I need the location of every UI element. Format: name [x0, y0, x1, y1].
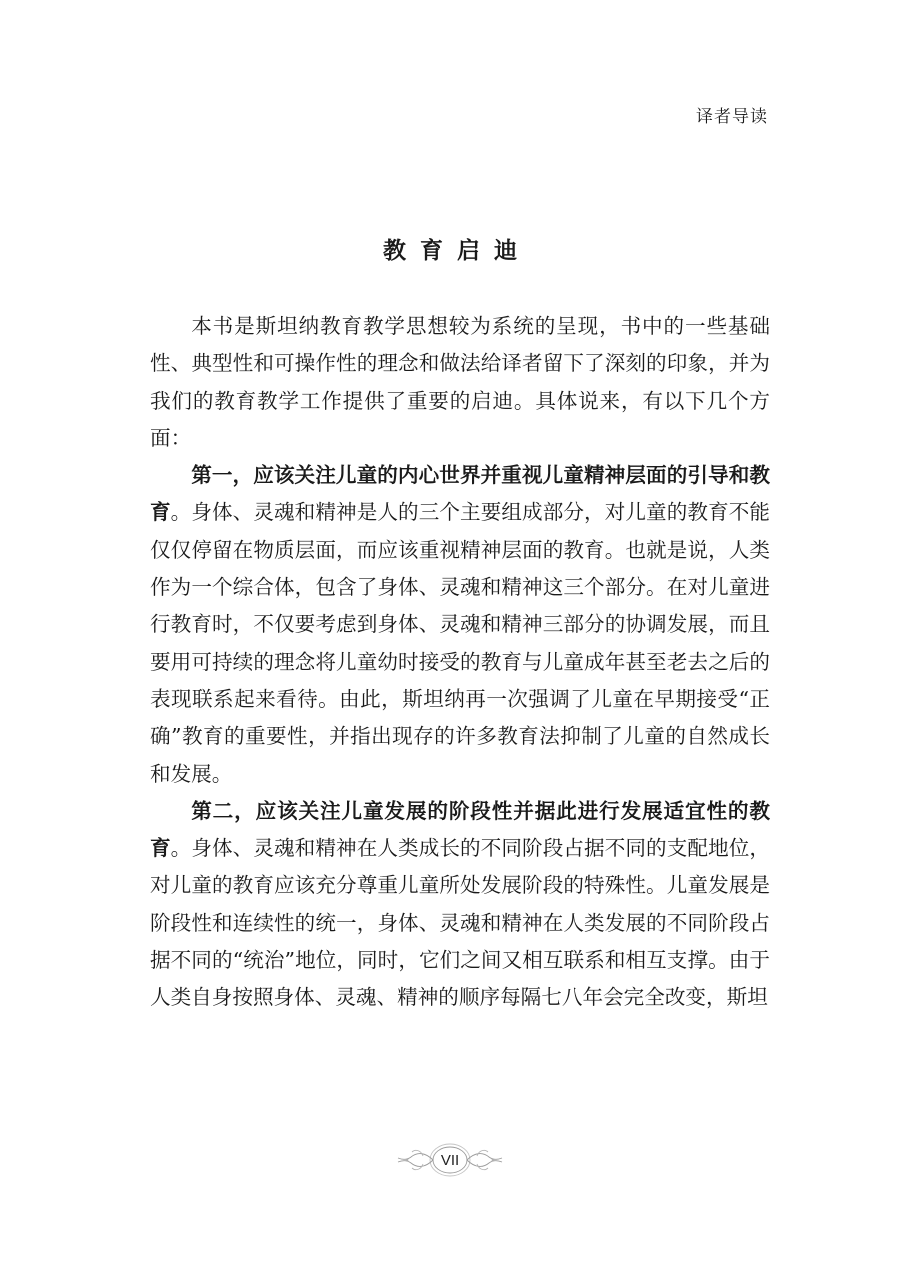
paragraph-text: 。身体、灵魂和精神是人的三个主要组成部分，对儿童的教育不能仅仅停留在物质层面，而应该重视精神层面的教育。也就是说，人类作为一个综合体，包含了身体、灵魂和精神这三个部分。在对儿童进行教育时，不仅要考虑到身体、灵魂和精神三部分的协调发展，而且要用可持续的理念将儿童幼时接受的教育与儿童成年甚至老去之后的表现联系起来看待。由此，斯坦纳再一次强调了儿童在早期接受“正确”教育的重要性，并指出现存的许多教育法抑制了儿童的自然成长和发展。 — [150, 500, 770, 786]
paragraph-lead: 第一，应该关注儿童的内心世界并重视儿童精神层面的引导和教育 — [150, 463, 770, 525]
paragraph-lead: 第二，应该关注儿童发展的阶段性并据此进行发展适宜性的教育 — [150, 798, 770, 861]
paragraph-text: 本书是斯坦纳教育教学思想较为系统的呈现，书中的一些基础性、典型性和可操作性的理念和做法给译者留下了深刻的印象，并为我们的教育教学工作提供了重要的启迪。具体说来，有以下几个方面： — [150, 314, 770, 450]
paragraph-text: 。身体、灵魂和精神在人类成长的不同阶段占据不同的支配地位，对儿童的教育应该充分尊重儿童所处发展阶段的特殊性。儿童发展是阶段性和连续性的统一，身体、灵魂和精神在人类发展的不同阶段占据不同的“统治”地位，同时，它们之间又相互联系和相互支撑。由于人类自身按照身体、灵魂、精神的顺序每隔七八年会完全改变，斯坦 — [150, 836, 770, 1010]
page-number: VII — [440, 1151, 460, 1169]
paragraph-second-point — [150, 793, 770, 1017]
page-folio — [0, 1140, 900, 1180]
paragraph-intro — [150, 308, 770, 457]
paragraph-first-point — [150, 457, 770, 793]
running-head: 译者导读 — [696, 107, 768, 127]
body-text — [150, 308, 770, 1017]
section-title: 教育启迪 — [383, 237, 531, 264]
